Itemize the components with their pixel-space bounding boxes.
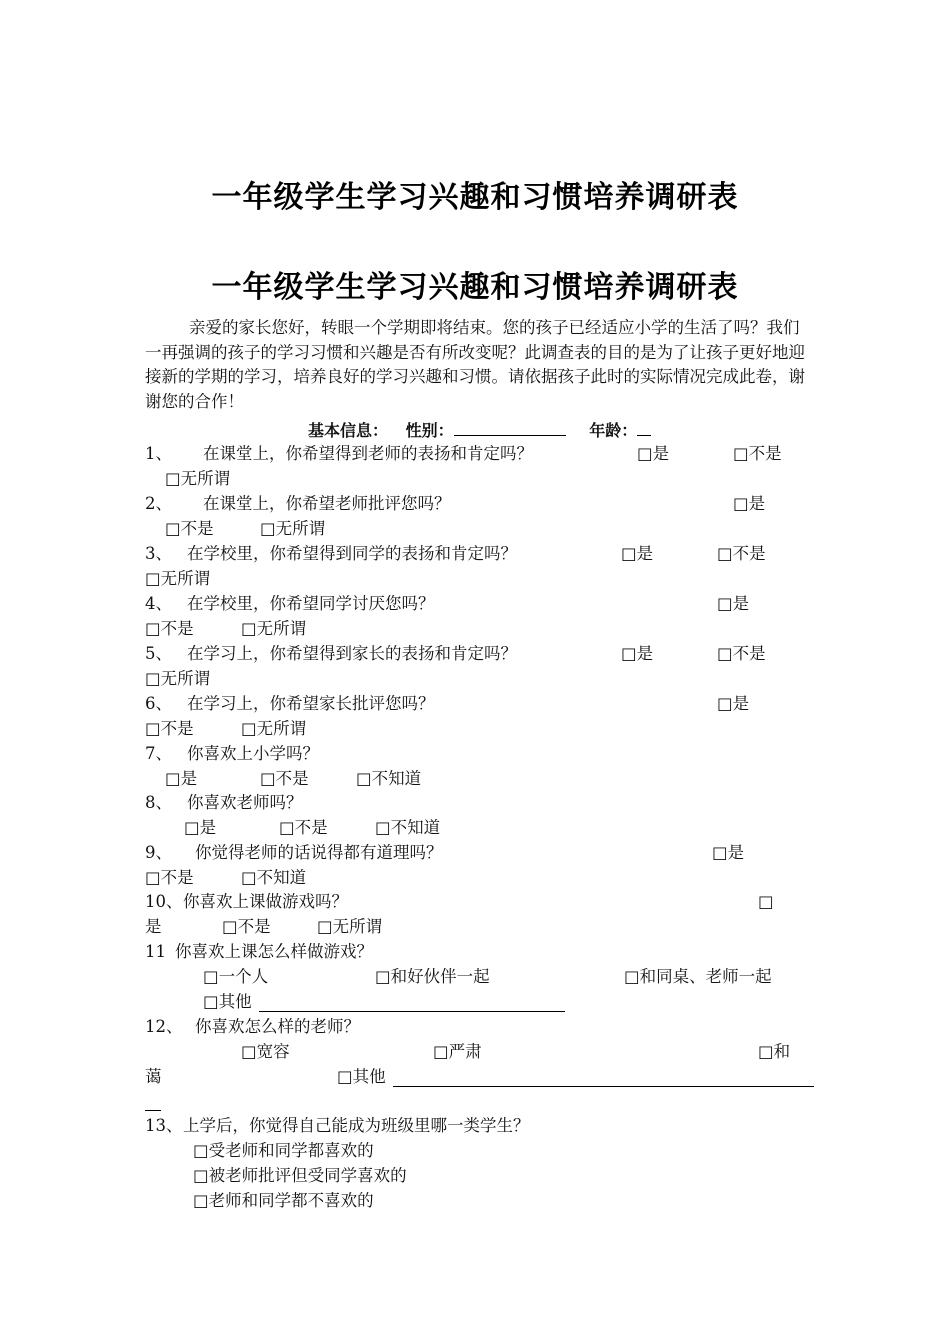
option-checkbox[interactable]: □无所谓 [145, 669, 211, 688]
question-text: 在学习上，你希望得到家长的表扬和肯定吗？ [187, 644, 517, 663]
other-answer-line[interactable] [393, 1086, 814, 1087]
option-checkbox[interactable]: □无所谓 [317, 917, 383, 936]
gender-field[interactable] [454, 419, 566, 436]
question-number: 3、 [145, 544, 172, 563]
option-checkbox[interactable]: □不知道 [375, 818, 441, 837]
intro-paragraph: 亲爱的家长您好，转眼一个学期即将结束。您的孩子已经适应小学的生活了吗？我们一再强调的孩子的学习习惯和兴趣是否有所改变呢？此调查表的目的是为了让孩子更好地迎接新的学期的学习，培养良好的学习兴趣和习惯。请依据孩子此时的实际情况完成此卷，谢谢您的合作！ [145, 318, 805, 411]
option-checkbox[interactable]: □老师和同学都不喜欢的 [193, 1191, 374, 1210]
option-checkbox[interactable]: □无所谓 [241, 619, 307, 638]
question-number: 2、 [145, 494, 172, 513]
option-checkbox[interactable]: □不是 [165, 519, 214, 538]
option-checkbox[interactable]: □是 [184, 818, 217, 837]
question-number: 4、 [145, 594, 172, 613]
option-checkbox[interactable]: □其他 [337, 1067, 386, 1086]
question-text: 你喜欢上小学吗？ [187, 744, 319, 763]
question-text: 你喜欢上课做游戏吗？ [183, 892, 348, 911]
document-title-repeat: 一年级学生学习兴趣和习惯培养调研表 [211, 270, 739, 305]
other-answer-line[interactable] [259, 1011, 565, 1012]
option-checkbox[interactable]: □和同桌、老师一起 [624, 967, 772, 986]
option-checkbox[interactable]: □无所谓 [241, 719, 307, 738]
option-checkbox[interactable]: □ [758, 892, 774, 911]
option-checkbox[interactable]: □不是 [222, 917, 271, 936]
other-answer-line-wrap [145, 1110, 161, 1111]
question-number: 9、 [145, 843, 172, 862]
question-text: 在学校里，你希望得到同学的表扬和肯定吗？ [187, 544, 517, 563]
basic-info-label: 基本信息： [308, 421, 389, 440]
option-checkbox[interactable]: □严肃 [433, 1042, 482, 1061]
option-checkbox[interactable]: □不是 [279, 818, 328, 837]
option-label: 是 [145, 917, 162, 936]
option-checkbox[interactable]: □和好伙伴一起 [375, 967, 490, 986]
gender-label: 性别： [405, 421, 454, 440]
question-number: 5、 [145, 644, 172, 663]
option-checkbox[interactable]: □和 [758, 1042, 791, 1061]
question-number: 7、 [145, 744, 172, 763]
option-checkbox[interactable]: □不知道 [241, 868, 307, 887]
option-checkbox[interactable]: □是 [637, 444, 670, 463]
option-checkbox[interactable]: □是 [165, 769, 198, 788]
age-field[interactable] [637, 419, 651, 436]
question-number: 8、 [145, 793, 172, 812]
question-number: 1、 [145, 444, 172, 463]
option-checkbox[interactable]: □不是 [717, 644, 766, 663]
option-checkbox[interactable]: □是 [733, 494, 766, 513]
question-number: 10、 [145, 892, 183, 911]
option-checkbox[interactable]: □不是 [733, 444, 782, 463]
option-checkbox[interactable]: □无所谓 [165, 469, 231, 488]
option-checkbox[interactable]: □受老师和同学都喜欢的 [193, 1141, 374, 1160]
option-checkbox[interactable]: □宽容 [241, 1042, 290, 1061]
option-checkbox[interactable]: □是 [717, 694, 750, 713]
age-label: 年龄： [589, 421, 638, 440]
question-text: 你喜欢怎么样的老师？ [195, 1017, 360, 1036]
question-text: 你喜欢老师吗？ [187, 793, 303, 812]
option-checkbox[interactable]: □无所谓 [145, 569, 211, 588]
question-text: 在课堂上，你希望老师批评您吗？ [203, 494, 451, 513]
document-title: 一年级学生学习兴趣和习惯培养调研表 [211, 180, 739, 215]
option-checkbox[interactable]: □一个人 [203, 967, 269, 986]
option-checkbox[interactable]: □不是 [717, 544, 766, 563]
question-number: 13、 [145, 1116, 183, 1135]
question-number: 11 [145, 942, 166, 961]
question-text: 你觉得老师的话说得都有道理吗？ [195, 843, 443, 862]
option-checkbox[interactable]: □是 [717, 594, 750, 613]
question-text: 在课堂上，你希望得到老师的表扬和肯定吗？ [203, 444, 533, 463]
question-number: 6、 [145, 694, 172, 713]
basic-info [308, 418, 651, 441]
option-checkbox[interactable]: □不是 [145, 868, 194, 887]
option-checkbox[interactable]: □不知道 [356, 769, 422, 788]
question-text: 在学习上，你希望家长批评您吗？ [187, 694, 435, 713]
option-checkbox[interactable]: □不是 [145, 719, 194, 738]
question-text: 你喜欢上课怎么样做游戏？ [175, 942, 373, 961]
question-number: 12、 [145, 1017, 183, 1036]
option-checkbox[interactable]: □不是 [145, 619, 194, 638]
option-checkbox[interactable]: □其他 [203, 992, 252, 1011]
option-label: 蔼 [145, 1067, 162, 1086]
option-checkbox[interactable]: □不是 [260, 769, 309, 788]
question-text: 在学校里，你希望同学讨厌您吗？ [187, 594, 435, 613]
option-checkbox[interactable]: □无所谓 [260, 519, 326, 538]
question-text: 上学后，你觉得自己能成为班级里哪一类学生？ [183, 1116, 530, 1135]
option-checkbox[interactable]: □是 [621, 544, 654, 563]
option-checkbox[interactable]: □是 [621, 644, 654, 663]
option-checkbox[interactable]: □被老师批评但受同学喜欢的 [193, 1166, 407, 1185]
option-checkbox[interactable]: □是 [712, 843, 745, 862]
